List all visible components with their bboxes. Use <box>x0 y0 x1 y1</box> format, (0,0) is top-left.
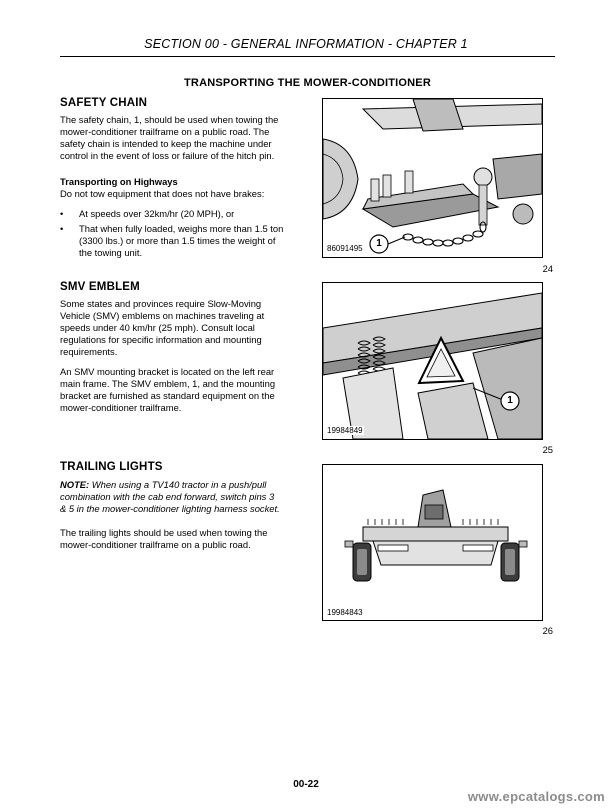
figure-smv-emblem <box>322 282 543 440</box>
bullet-marker: • <box>60 208 64 219</box>
safety-chain-text <box>60 114 296 162</box>
figure-number: 25 <box>542 444 553 455</box>
header-rule <box>60 56 555 57</box>
trailing-lights-heading: TRAILING LIGHTS <box>60 461 163 473</box>
text-line: Vehicle (SMV) emblems on machines traveling at <box>60 310 265 322</box>
text-line: That when fully loaded, weighs more than 1.5 ton <box>79 223 284 234</box>
text-line: speeds under 40 km/hr (25 mph). Consult local <box>60 322 255 334</box>
page-title: TRANSPORTING THE MOWER-CONDITIONER <box>184 77 431 89</box>
text-line: control in the event of loss or failure of the hitch pin. <box>60 150 275 162</box>
text-line: bracket are furnished as standard equipment on the <box>60 390 275 402</box>
text-line: & 5 in the mower-conditioner lighting harness socket. <box>60 503 280 515</box>
callout-number: 1 <box>507 395 513 406</box>
figure-number: 24 <box>542 263 553 274</box>
safety-chain-heading: SAFETY CHAIN <box>60 97 148 109</box>
note-label: NOTE: <box>60 479 90 490</box>
transport-sub-heading: Transporting on Highways <box>60 176 178 187</box>
bullet-item <box>60 208 296 222</box>
callout-number: 1 <box>376 238 382 249</box>
trailing-lights-illustration <box>323 465 542 620</box>
text-line: main frame. The SMV emblem, 1, and the mounting <box>60 378 276 390</box>
text-line: safety chain is intended to keep the machine under <box>60 138 272 150</box>
smv-para-2 <box>60 366 296 414</box>
section-header: SECTION 00 - GENERAL INFORMATION - CHAPTER 1 <box>144 37 468 51</box>
text-line: NOTE: When using a TV140 tractor in a push/pull <box>60 479 267 490</box>
text-line: mower-conditioner trailframe. <box>60 402 182 414</box>
text-line: combination with the cab end forward, switch pins 3 <box>60 491 275 503</box>
figure-code: 86091495 <box>327 244 363 253</box>
safety-chain-illustration <box>323 99 542 257</box>
text-line: requirements. <box>60 346 118 358</box>
trailing-lights-text <box>60 527 296 551</box>
figure-number: 26 <box>542 625 553 636</box>
figure-safety-chain <box>322 98 543 258</box>
text-line: (3300 lbs.) or more than 1.5 times the weight of <box>79 235 276 247</box>
text-line: the towing unit. <box>79 247 143 259</box>
figure-code: 19984843 <box>327 608 363 617</box>
text-line: mower-conditioner trailframe on a public road. <box>60 539 251 551</box>
trailing-lights-note <box>60 479 296 515</box>
page-number: 00-22 <box>293 779 319 790</box>
smv-emblem-heading: SMV EMBLEM <box>60 281 140 293</box>
smv-emblem-illustration <box>323 283 542 439</box>
watermark: www.epcatalogs.com <box>467 789 605 804</box>
figure-trailing-lights <box>322 464 543 621</box>
bullet-item <box>60 223 296 263</box>
text-line: The trailing lights should be used when towing the <box>60 527 268 538</box>
text-line: The safety chain, 1, should be used when towing the <box>60 114 279 125</box>
bullet-marker: • <box>60 223 64 234</box>
text-line: An SMV mounting bracket is located on the left rear <box>60 366 275 377</box>
transport-sub-text: Do not tow equipment that does not have brakes: <box>60 188 265 199</box>
text-line: regulations for specific information and mounting <box>60 334 262 346</box>
smv-para-1 <box>60 298 296 358</box>
figure-code: 19984849 <box>327 426 363 435</box>
text-line: At speeds over 32km/hr (20 MPH), or <box>79 208 235 219</box>
text-line: mower-conditioner trailframe on a public road. The <box>60 126 270 138</box>
text-line: Some states and provinces require Slow-Moving <box>60 298 262 309</box>
